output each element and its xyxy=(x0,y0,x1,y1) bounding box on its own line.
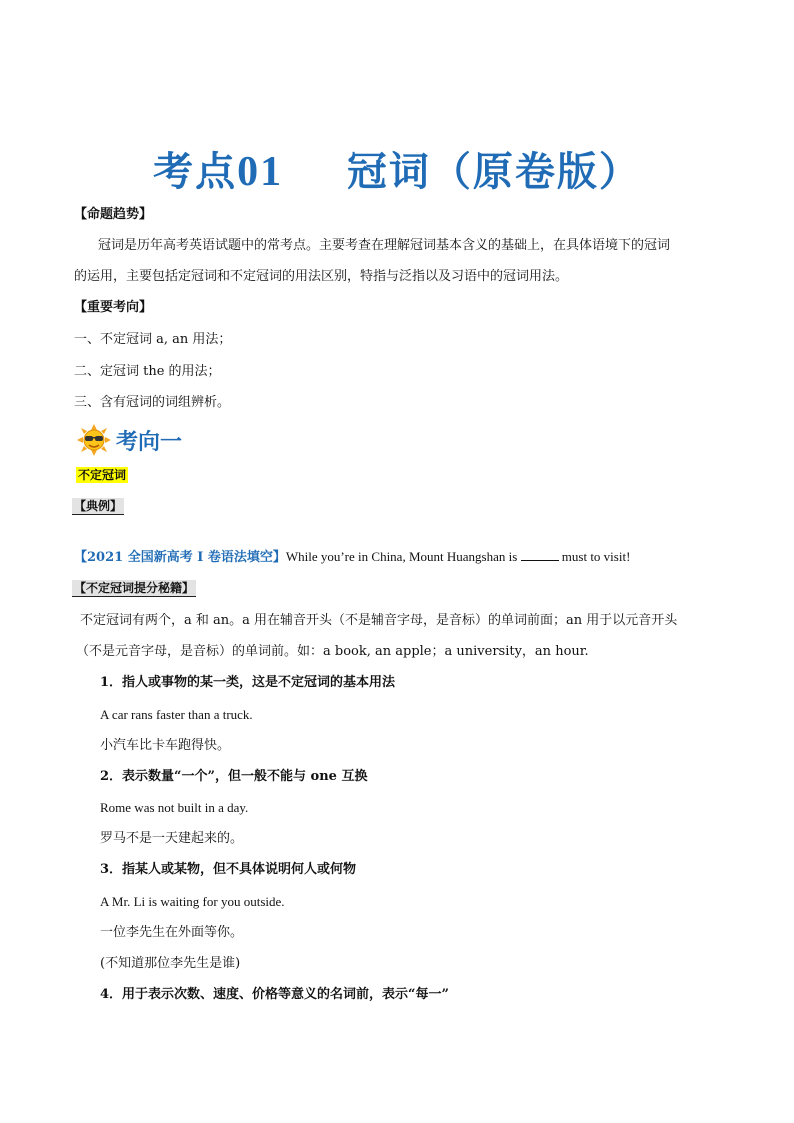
point-example-zh: 一位李先生在外面等你。 xyxy=(100,925,244,940)
page-title xyxy=(0,140,794,197)
example-text-before: While you’re in China, Mount Huangshan is xyxy=(285,549,521,564)
point-title: 4．用于表示次数、速度、价格等意义的名词前，表示“每一” xyxy=(100,987,450,1002)
title-main: 冠词（原卷版） xyxy=(346,148,641,195)
example-source: 【2021 全国新高考 I 卷语法填空】 xyxy=(74,550,286,565)
answer-blank[interactable] xyxy=(521,546,559,561)
title-prefix: 考点 xyxy=(153,148,238,195)
point-note: (不知道那位李先生是谁) xyxy=(100,956,241,971)
point-example-en: A car rans faster than a truck. xyxy=(100,707,253,722)
trend-line-1: 冠词是历年高考英语试题中的常考点。主要考查在理解冠词基本含义的基础上，在具体语境下的冠词 xyxy=(98,238,671,253)
tips-tag xyxy=(72,578,196,599)
point-title: 2．表示数量“一个”，但一般不能与 one 互换 xyxy=(100,769,368,784)
example-text-after: must to visit! xyxy=(558,549,631,564)
title-number: 01 xyxy=(237,149,284,195)
focus-item: 二、定冠词 the 的用法； xyxy=(74,364,221,379)
example-tag xyxy=(72,496,124,517)
subsection-tag xyxy=(76,465,128,486)
focus-item: 一、不定冠词 a, an 用法； xyxy=(74,332,232,347)
focus-item: 三、含有冠词的词组辨析。 xyxy=(74,395,231,410)
tips-label: 【不定冠词提分秘籍】 xyxy=(74,581,195,595)
trend-heading: 【命题趋势】 xyxy=(74,207,153,222)
section-label: 考向一 xyxy=(116,429,183,455)
tips-intro-2: （不是元音字母，是音标）的单词前。如：a book, an apple；a university，an hour. xyxy=(76,644,589,659)
trend-line-2: 的运用，主要包括定冠词和不定冠词的用法区别，特指与泛指以及习语中的冠词用法。 xyxy=(74,269,569,284)
tips-intro-1: 不定冠词有两个，a 和 an。a 用在辅音开头（不是辅音字母，是音标）的单词前面；an 用于以元音开头 xyxy=(80,613,678,628)
highlighted-term: 不定冠词 xyxy=(78,468,127,482)
point-title: 3．指某人或某物，但不具体说明何人或何物 xyxy=(100,862,357,877)
point-example-zh: 罗马不是一天建起来的。 xyxy=(100,831,244,846)
section-heading xyxy=(74,423,182,457)
point-title: 1．指人或事物的某一类，这是不定冠词的基本用法 xyxy=(100,675,396,690)
example-label: 【典例】 xyxy=(74,499,123,513)
sun-with-sunglasses-icon xyxy=(74,423,114,457)
title-spacer xyxy=(283,148,347,195)
focus-heading: 【重要考向】 xyxy=(74,300,153,315)
point-example-en: A Mr. Li is waiting for you outside. xyxy=(100,894,285,909)
point-example-en: Rome was not built in a day. xyxy=(100,800,249,815)
point-example-zh: 小汽车比卡车跑得快。 xyxy=(100,738,231,753)
example-question xyxy=(74,546,630,568)
